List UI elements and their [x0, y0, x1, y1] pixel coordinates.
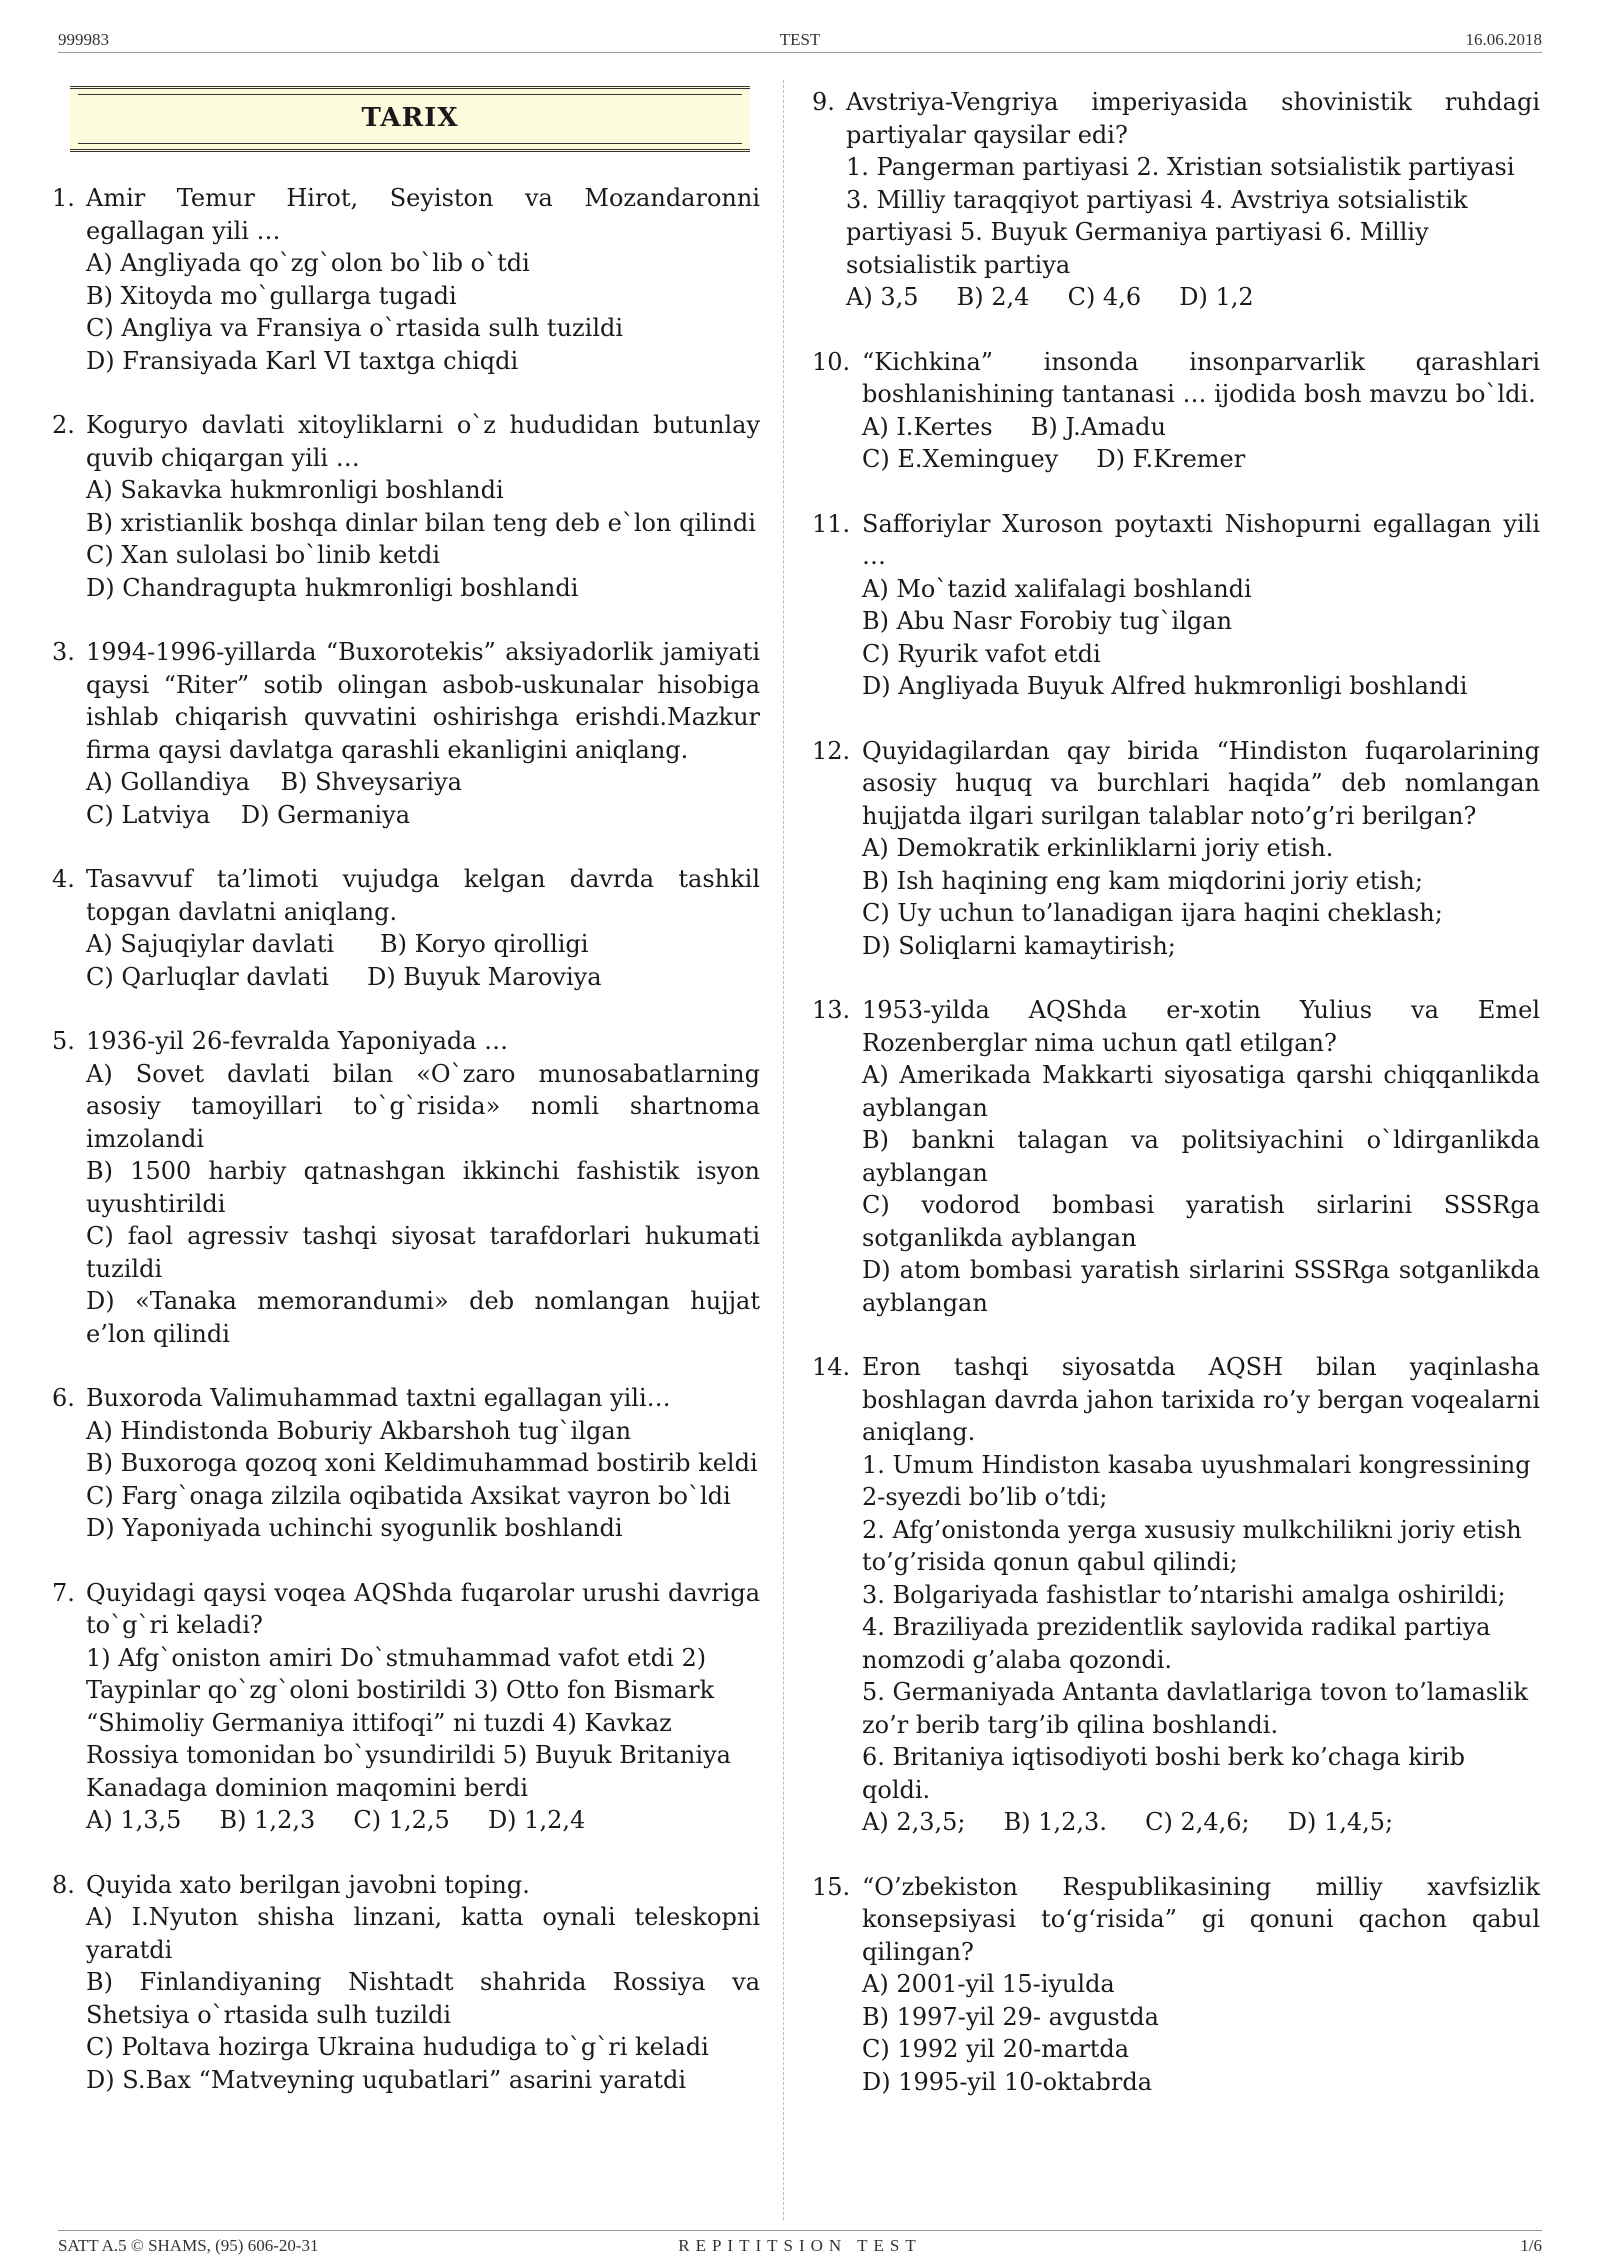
answer-option: A) Angliyada qo`zg`olon bo`lib o`tdi — [86, 249, 530, 277]
answer-option: C) Angliya va Fransiya o`rtasida sulh tuzildi — [86, 314, 624, 342]
answer-option: D) atom bombasi yaratish sirlarini SSSRga sotganlikda ayblangan — [862, 1256, 1540, 1317]
page-footer — [58, 2230, 1542, 2258]
answer-option: A) I.Nyuton shisha linzani, katta oynali teleskopni yaratdi — [86, 1903, 760, 1964]
question-number: 2. — [52, 411, 75, 439]
answer-option: A) Demokratik erkinliklarni joriy etish. — [862, 834, 1334, 862]
question-stem: Avstriya-Vengriya imperiyasida shovinistik ruhdagi partiyalar qaysilar edi? — [846, 88, 1540, 149]
footer-title: REPITITSION TEST — [678, 2236, 922, 2255]
question-number: 5. — [52, 1027, 75, 1055]
answer-option: C) faol agressiv tashqi siyosat tarafdorlari hukumati tuzildi — [86, 1222, 760, 1283]
test-code: 999983 — [58, 30, 109, 49]
answer-option: B) Ish haqining eng kam miqdorini joriy etish; — [862, 866, 1423, 895]
question-10 — [812, 346, 1540, 476]
question-8 — [52, 1869, 760, 2097]
question-1 — [52, 182, 760, 377]
answer-option: C) vodorod bombasi yaratish sirlarini SSSRga sotganlikda ayblangan — [862, 1191, 1540, 1252]
answer-option: B) xristianlik boshqa dinlar bilan teng deb e`lon qilindi — [86, 508, 756, 537]
answer-option: D) Fransiyada Karl VI taxtga chiqdi — [86, 346, 519, 375]
question-2 — [52, 409, 760, 604]
answer-option: B) Finlandiyaning Nishtadt shahrida Rossiya va Shetsiya o`rtasida sulh tuzildi — [86, 1968, 760, 2029]
answer-option: A) 2001-yil 15-iyulda — [862, 1970, 1115, 1998]
question-stem: Quyida xato berilgan javobni toping. — [86, 1870, 530, 1899]
question-stem: Quyidagilardan qay birida “Hindiston fuqarolarining asosiy huquq va burchlari haqida” deb nomlangan hujjatda ilgari surilgan talablar noto’g’ri berilgan? — [862, 736, 1540, 830]
subject-title: TARIX — [78, 94, 742, 144]
answer-option: C) Farg`onaga zilzila oqibatida Axsikat vayron bo`ldi — [86, 1481, 731, 1510]
answer-option: B) Xitoyda mo`gullarga tugadi — [86, 281, 457, 310]
answer-option: D) 1995-yil 10-oktabrda — [862, 2067, 1153, 2096]
answer-option: A) Amerikada Makkarti siyosatiga qarshi chiqqanlikda ayblangan — [862, 1061, 1540, 1122]
answer-options: C) Latviya D) Germaniya — [86, 800, 411, 829]
answer-option: D) Soliqlarni kamaytirish; — [862, 931, 1176, 960]
answer-options: C) Qarluqlar davlati D) Buyuk Maroviya — [86, 962, 602, 991]
answer-option: C) Ryurik vafot etdi — [862, 639, 1101, 668]
answer-option: A) Sovet davlati bilan «O`zaro munosabatlarning asosiy tamoyillari to`g`risida» nomli shartnoma imzolandi — [86, 1059, 760, 1153]
question-3 — [52, 636, 760, 831]
answer-option: A) Hindistonda Boburiy Akbarshoh tug`ilgan — [86, 1416, 632, 1445]
header-date: 16.06.2018 — [1465, 30, 1542, 49]
question-stem: 1994-1996-yillarda “Buxorotekis” aksiyadorlik jamiyati qaysi “Riter” sotib olingan asbob-uskunalar hisobiga ishlab chiqarish quvvatini oshirishga erishdi.Mazkur firma qaysi davlatga qarashli ekanligini aniqlang. — [86, 638, 760, 764]
answer-option: B) 1997-yil 29- avgustda — [862, 2002, 1159, 2031]
answer-option: C) Uy uchun to’lanadigan ijara haqini cheklash; — [862, 899, 1443, 927]
question-number: 3. — [52, 638, 75, 666]
question-13 — [812, 994, 1540, 1319]
question-stem: Safforiylar Xuroson poytaxti Nishopurni egallagan yili … — [862, 509, 1540, 570]
event-item: 1. Umum Hindiston kasaba uyushmalari kongressining 2-syezdi bo’lib o’tdi; — [862, 1450, 1531, 1511]
question-stem: Buxoroda Valimuhammad taxtni egallagan yili… — [86, 1384, 671, 1412]
question-number: 4. — [52, 865, 75, 893]
event-item: 3. Bolgariyada fashistlar to’ntarishi amalga oshirildi; — [862, 1580, 1506, 1609]
answer-option: D) Chandragupta hukmronligi boshlandi — [86, 573, 579, 602]
event-item: 6. Britaniya iqtisodiyoti boshi berk ko’chaga kirib qoldi. — [862, 1743, 1465, 1804]
question-stem: Eron tashqi siyosatda AQSH bilan yaqinlasha boshlagan davrda jahon tarixida ro’y bergan voqealarni aniqlang. — [862, 1353, 1540, 1446]
column-divider — [783, 80, 784, 2220]
question-number: 6. — [52, 1384, 75, 1412]
party-list: 1. Pangerman partiyasi 2. Xristian sotsialistik partiyasi 3. Milliy taraqqiyot partiyasi 4. Avstriya sotsialistik partiyasi 5. Buyuk Germaniya partiyasi 6. Milliy sotsialistik partiya — [846, 153, 1515, 279]
question-11 — [812, 508, 1540, 703]
answer-option: A) Sakavka hukmronligi boshlandi — [86, 476, 504, 504]
answer-options: A) Sajuqiylar davlati B) Koryo qirolligi — [86, 930, 589, 958]
answer-option: B) 1500 harbiy qatnashgan ikkinchi fashistik isyon uyushtirildi — [86, 1157, 760, 1218]
event-item: 4. Braziliyada prezidentlik saylovida radikal partiya nomzodi g’alaba qozondi. — [862, 1613, 1491, 1674]
question-number: 13. — [812, 996, 851, 1024]
question-14 — [812, 1351, 1540, 1839]
answer-options: C) E.Xeminguey D) F.Kremer — [862, 445, 1246, 473]
page-header — [58, 30, 1542, 53]
question-number: 1. — [52, 184, 75, 212]
question-stem: Koguryo davlati xitoyliklarni o`z hududidan butunlay quvib chiqargan yili … — [86, 411, 760, 472]
answer-option: B) Buxoroga qozoq xoni Keldimuhammad bostirib keldi — [86, 1449, 758, 1477]
question-number: 15. — [812, 1872, 851, 1901]
question-12 — [812, 735, 1540, 963]
question-9 — [812, 86, 1540, 314]
question-number: 12. — [812, 736, 851, 765]
question-stem: “O’zbekiston Respublikasining milliy xavfsizlik konsepsiyasi to‘g‘risida” gi qonuni qachon qabul qilingan? — [862, 1872, 1540, 1966]
question-stem: “Kichkina” insonda insonparvarlik qarashlari boshlanishining tantanasi … ijodida bosh mavzu bo`ldi. — [862, 347, 1540, 408]
subject-banner — [70, 86, 750, 152]
question-stem: 1936-yil 26-fevralda Yaponiyada … — [86, 1027, 509, 1055]
question-number: 14. — [812, 1353, 851, 1381]
answer-option: B) bankni talagan va politsiyachini o`ldirganlikda ayblangan — [862, 1126, 1540, 1187]
header-title: TEST — [779, 30, 821, 49]
question-number: 9. — [812, 88, 835, 116]
event-list: 1) Afg`oniston amiri Do`stmuhammad vafot etdi 2) Taypinlar qo`zg`oloni bostirildi 3) Otto fon Bismark “Shimoliy Germaniya ittifoqi” ni tuzdi 4) Kavkaz Rossiya tomonidan bo`ysundirildi 5) Buyuk Britaniya Kanadaga dominion maqomini berdi — [86, 1643, 731, 1802]
question-7 — [52, 1577, 760, 1837]
right-column — [812, 86, 1540, 2130]
answer-options: A) 2,3,5; B) 1,2,3. C) 2,4,6; D) 1,4,5; — [862, 1808, 1394, 1836]
answer-options: A) 1,3,5 B) 1,2,3 C) 1,2,5 D) 1,2,4 — [86, 1806, 586, 1834]
question-4 — [52, 863, 760, 993]
answer-options: A) 3,5 B) 2,4 C) 4,6 D) 1,2 — [846, 283, 1254, 311]
answer-options: A) Gollandiya B) Shveysariya — [86, 768, 462, 796]
left-column — [52, 86, 760, 2128]
question-number: 8. — [52, 1870, 75, 1899]
event-item: 5. Germaniyada Antanta davlatlariga tovon to’lamaslik zo’r berib targ’ib qilina boshlandi. — [862, 1678, 1528, 1739]
question-number: 10. — [812, 347, 851, 376]
question-number: 7. — [52, 1578, 75, 1607]
answer-option: D) «Tanaka memorandumi» deb nomlangan hujjat e’lon qilindi — [86, 1287, 760, 1348]
question-number: 11. — [812, 509, 851, 538]
copyright-text: SATT A.5 © SHAMS, (95) 606-20-31 — [58, 2236, 319, 2255]
answer-options: A) I.Kertes B) J.Amadu — [862, 412, 1166, 441]
answer-option: C) Poltava hozirga Ukraina hududiga to`g`ri keladi — [86, 2033, 709, 2061]
question-6 — [52, 1382, 760, 1545]
question-stem: Amir Temur Hirot, Seyiston va Mozandaronni egallagan yili … — [86, 184, 760, 245]
answer-option: D) Yaponiyada uchinchi syogunlik boshlandi — [86, 1514, 623, 1542]
question-5 — [52, 1025, 760, 1350]
question-stem: Tasavvuf ta’limoti vujudga kelgan davrda tashkil topgan davlatni aniqlang. — [86, 865, 760, 926]
answer-option: C) 1992 yil 20-martda — [862, 2035, 1130, 2063]
question-stem: 1953-yilda AQShda er-xotin Yulius va Emel Rozenberglar nima uchun qatl etilgan? — [862, 996, 1540, 1057]
event-item: 2. Afg’onistonda yerga xususiy mulkchilikni joriy etish to’g’risida qonun qabul qilindi; — [862, 1515, 1522, 1576]
answer-option: B) Abu Nasr Forobiy tug`ilgan — [862, 607, 1233, 635]
question-15 — [812, 1871, 1540, 2099]
answer-option: A) Mo`tazid xalifalagi boshlandi — [862, 574, 1252, 603]
answer-option: D) S.Bax “Matveyning uqubatlari” asarini yaratdi — [86, 2065, 687, 2094]
answer-option: D) Angliyada Buyuk Alfred hukmronligi boshlandi — [862, 672, 1468, 700]
question-stem: Quyidagi qaysi voqea AQShda fuqarolar urushi davriga to`g`ri keladi? — [86, 1578, 760, 1639]
answer-option: C) Xan sulolasi bo`linib ketdi — [86, 541, 441, 569]
page-number: 1/6 — [1520, 2236, 1542, 2255]
